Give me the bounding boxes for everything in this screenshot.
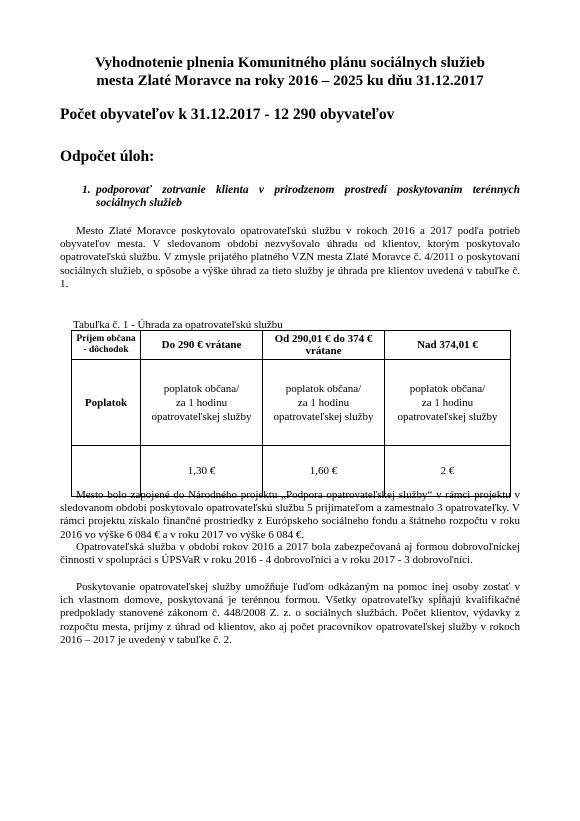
fee-desc-line-1: poplatok občana/ — [409, 382, 486, 395]
paragraph-3-text: Opatrovateľská služba v období rokov 2016 a 2017 bola zabezpečovaná aj formou dobrovoľníckej činnosti v spolupráci s ÚPSVaR v roku 2016 - 4 dobrovoľníci a v roku 2017 - 3 dobrovoľníci. — [60, 541, 520, 567]
document-title — [60, 54, 520, 90]
table-1-caption: Tabuľka č. 1 - Úhrada za opatrovateľskú službu — [73, 319, 283, 331]
population-heading: Počet obyvateľov k 31.12.2017 - 12 290 obyvateľov — [60, 106, 395, 123]
paragraph-2 — [60, 489, 520, 542]
title-line-2: mesta Zlaté Moravce na roky 2016 – 2025 ku dňu 31.12.2017 — [96, 73, 484, 89]
fee-value-3: 2 € — [385, 446, 511, 497]
header-290-to-374: Od 290,01 € do 374 € vrátane — [263, 331, 385, 360]
fee-desc-cell — [263, 360, 385, 446]
fee-desc-line-3: opatrovateľskej služby — [397, 410, 498, 423]
row-label-fee: Poplatok — [72, 360, 141, 446]
fee-desc-line-3: opatrovateľskej služby — [273, 410, 374, 423]
fee-value-2: 1,60 € — [263, 446, 385, 497]
paragraph-3 — [60, 541, 520, 567]
task-item-1 — [82, 184, 520, 210]
fee-value-1: 1,30 € — [141, 446, 263, 497]
fee-table — [71, 330, 511, 497]
task-text: podporovať zotrvanie klienta v prirodzenom prostredí poskytovaním terénnych sociálnych služieb — [96, 184, 520, 209]
task-number: 1. — [82, 184, 91, 196]
tasks-heading: Odpočet úloh: — [60, 148, 155, 165]
fee-desc-line-2: za 1 hodinu — [421, 396, 474, 409]
paragraph-2-text: Mesto bolo zapojené do Národného projektu „Podpora opatrovateľskej služby“ v rámci projektu v sledovanom období poskytovalo opatrovateľskú službu 5 prijímateľom a zamestnalo 3 opatrovateľky. V rámci projektu získalo finančné prostriedky z Európskeho sociálneho fondu a štátneho rozpočtu v roku 2016 vo výške 6 084 € a v roku 2017 vo výške 6 084 €. — [60, 489, 520, 541]
table-header-row — [72, 331, 511, 360]
fee-desc-line-1: poplatok občana/ — [163, 382, 240, 395]
fee-desc-cell — [141, 360, 263, 446]
header-over-374: Nad 374,01 € — [385, 331, 511, 360]
header-up-to-290: Do 290 € vrátane — [141, 331, 263, 360]
fee-desc-line-3: opatrovateľskej služby — [151, 410, 252, 423]
fee-desc-line-2: za 1 hodinu — [297, 396, 350, 409]
paragraph-4-text: Poskytovanie opatrovateľskej služby umožňuje ľuďom odkázaným na pomoc inej osoby zostať v ich vlastnom domove, poskytovaná je terénnou formou. Všetky opatrovateľky spĺňajú kvalifikačné predpoklady stanovené zákonom č. 448/2008 Z. z. o sociálnych službách. Počet klientov, výdavky z rozpočtu mesta, príjmy z úhrad od klientov, ako aj počet pracovníkov opatrovateľskej služby v rokoch 2016 – 2017 je uvedený v tabuľke č. 2. — [60, 581, 520, 646]
table-row — [72, 360, 511, 446]
paragraph-1-text: Mesto Zlaté Moravce poskytovalo opatrovateľskú službu v rokoch 2016 a 2017 podľa potrieb obyvateľov mesta. V sledovanom období nezvyšovalo úhradu od klientov, ktorým poskytovalo opatrovateľskú službu. V zmysle prijatého platného VZN mesta Zlaté Moravce č. 4/2011 o poskytovaní sociálnych služieb, o spôsobe a výške úhrad za tieto služby je úhrada pre klientov uvedená v tabuľke č. 1. — [60, 225, 520, 290]
fee-desc-cell — [385, 360, 511, 446]
header-income: Príjem občana - dôchodok — [72, 331, 141, 360]
title-line-1: Vyhodnotenie plnenia Komunitného plánu sociálnych služieb — [95, 55, 485, 71]
paragraph-1 — [60, 225, 520, 291]
paragraph-4 — [60, 581, 520, 647]
fee-desc-line-2: za 1 hodinu — [175, 396, 228, 409]
fee-desc-line-1: poplatok občana/ — [285, 382, 362, 395]
